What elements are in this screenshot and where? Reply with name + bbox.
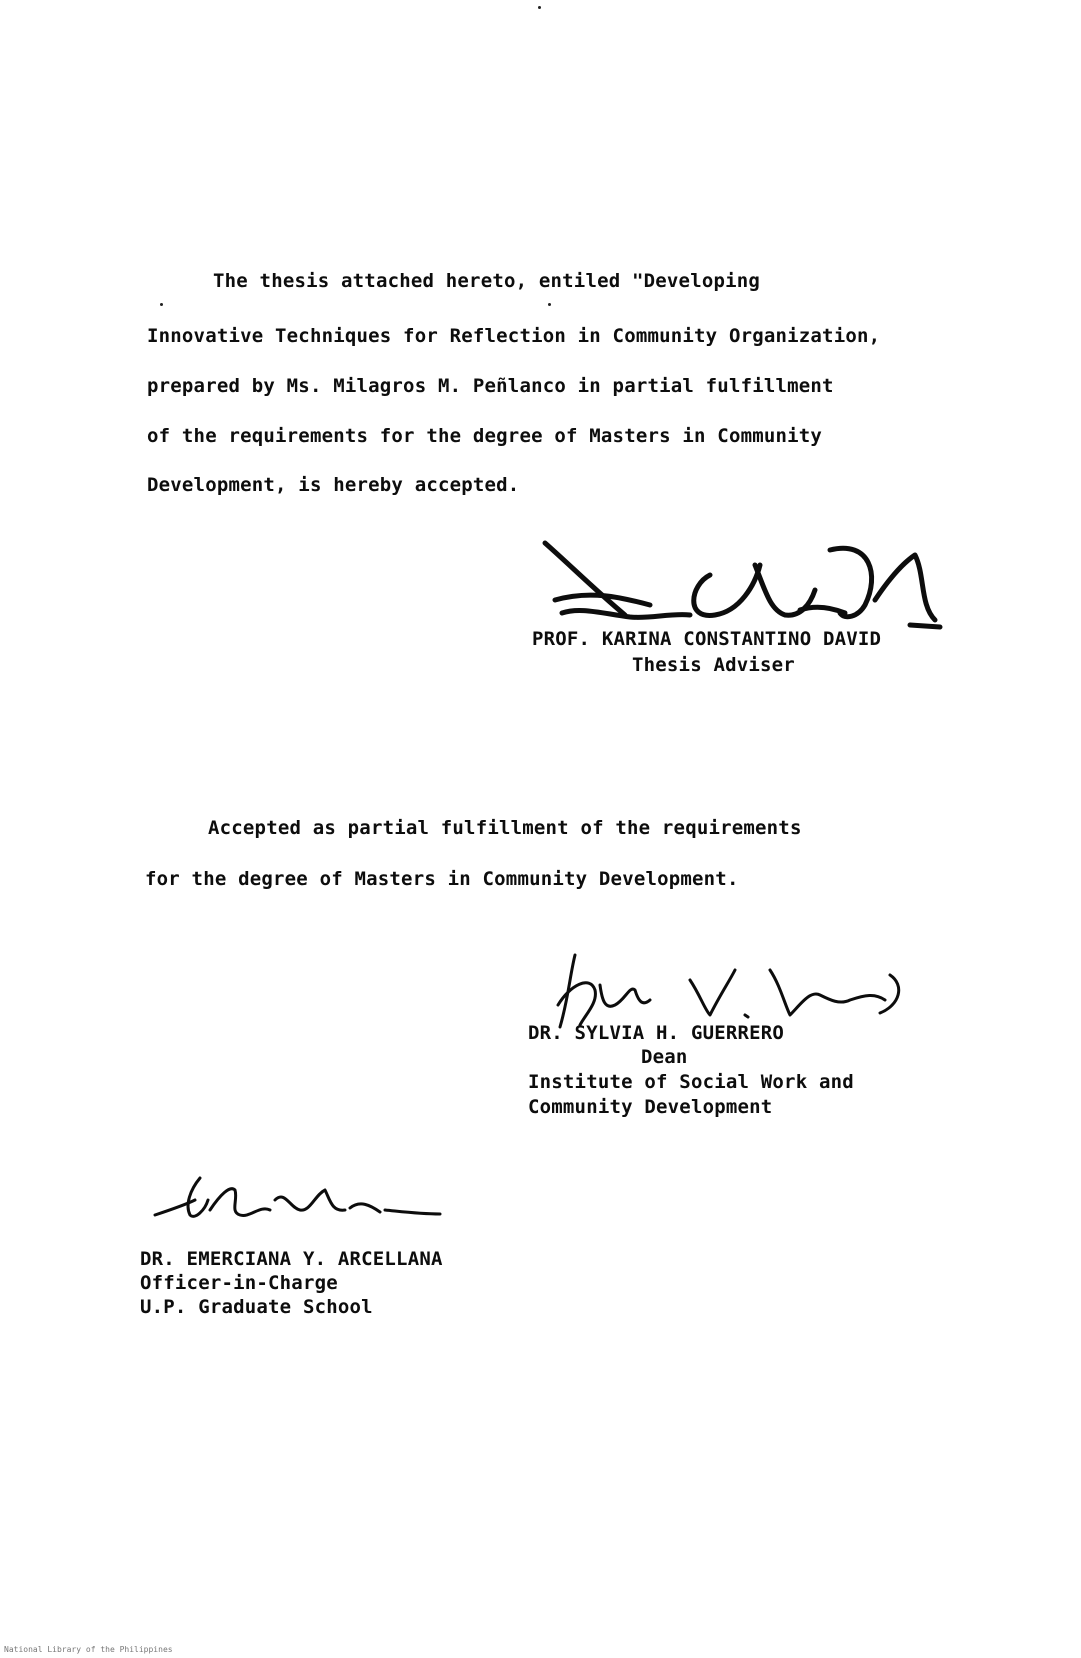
officer-title: Officer-in-Charge	[140, 1272, 338, 1294]
speck	[160, 303, 163, 306]
officer-signature	[150, 1170, 450, 1240]
officer-school: U.P. Graduate School	[140, 1296, 373, 1318]
paragraph-line: of the requirements for the degree of Masters in Community	[147, 425, 823, 447]
adviser-title: Thesis Adviser	[632, 654, 795, 676]
dean-name: DR. SYLVIA H. GUERRERO	[528, 1022, 785, 1044]
dean-institute-line1: Institute of Social Work and	[528, 1071, 854, 1093]
footer-watermark: National Library of the Philippines	[4, 1645, 173, 1654]
speck	[548, 303, 551, 306]
paragraph-line: for the degree of Masters in Community Development.	[145, 868, 739, 890]
adviser-signature	[540, 535, 950, 635]
paragraph-line: Innovative Techniques for Reflection in Community Organization,	[147, 325, 881, 347]
paragraph-line: Development, is hereby accepted.	[147, 474, 520, 496]
dean-title: Dean	[641, 1046, 688, 1068]
paragraph-line: Accepted as partial fulfillment of the requirements	[208, 817, 802, 839]
officer-name: DR. EMERCIANA Y. ARCELLANA	[140, 1248, 443, 1270]
adviser-name: PROF. KARINA CONSTANTINO DAVID	[532, 628, 882, 650]
paragraph-line: prepared by Ms. Milagros M. Peñlanco in partial fulfillment	[147, 375, 834, 397]
paragraph-line: The thesis attached hereto, entiled "Developing	[213, 270, 761, 292]
dean-institute-line2: Community Development	[528, 1096, 773, 1118]
speck	[538, 6, 541, 9]
